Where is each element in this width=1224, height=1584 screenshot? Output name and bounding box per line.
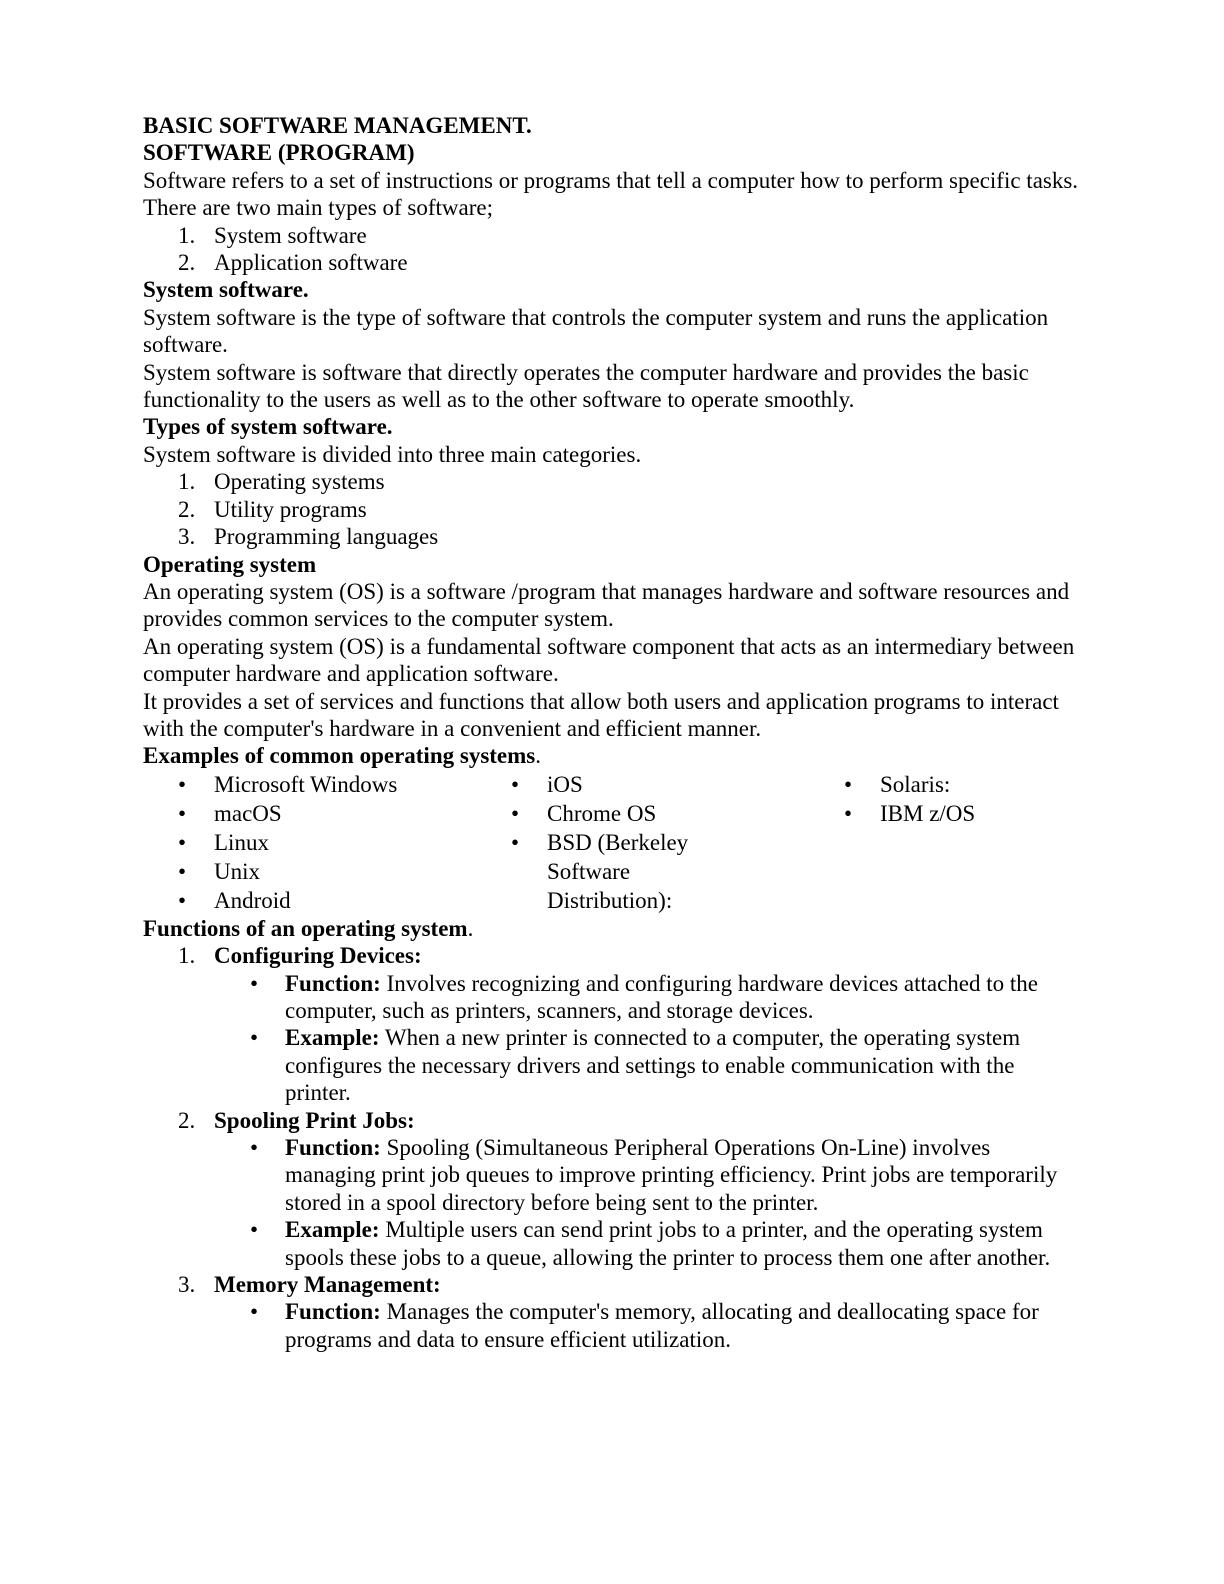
function-details <box>214 1298 1083 1353</box>
examples-column-2 <box>476 770 809 915</box>
list-item: • macOS <box>143 799 476 828</box>
system-paragraph-2: System software is software that directly operates the computer hardware and provides the basic functionality to the users as well as to the other software to operate smoothly. <box>143 359 1029 413</box>
list-item: • Unix <box>143 857 476 886</box>
document-page <box>143 112 1083 1353</box>
function-details <box>214 970 1083 1107</box>
system-paragraph-1: System software is the type of software that controls the computer system and runs the application software. <box>143 304 1049 358</box>
types-system-intro: System software is divided into three main categories. <box>143 441 642 467</box>
functions-heading: Functions of an operating system. <box>143 915 474 941</box>
list-item: 3. Programming languages <box>178 524 439 550</box>
list-item: • Example: When a new printer is connected to a computer, the operating system configures the necessary drivers and settings to enable communication with the printer. <box>214 1024 1083 1106</box>
list-item: • BSD (Berkeley Software Distribution): <box>476 828 697 915</box>
intro-paragraph: Software refers to a set of instructions or programs that tell a computer how to perform specific tasks. <box>143 167 1079 193</box>
system-software-heading: System software. <box>143 277 309 303</box>
list-item: 2. Utility programs <box>178 496 367 522</box>
list-item: • Linux <box>143 828 476 857</box>
list-item: • iOS <box>476 770 809 799</box>
list-item: • Function: Spooling (Simultaneous Peripheral Operations On-Line) involves managing print job queues to improve printing efficiency. Print jobs are temporarily stored in a spool directory before being sent to the printer. <box>214 1134 1083 1216</box>
list-item: • IBM z/OS <box>809 799 1079 828</box>
document-title: BASIC SOFTWARE MANAGEMENT. <box>143 113 532 138</box>
list-item: 2. Application software <box>178 250 408 276</box>
list-item: 3. Memory Management: • Function: Manages the computer's memory, allocating and deallocating space for programs and data to ensure efficient utilization. <box>143 1271 1083 1353</box>
list-item: 1. Configuring Devices: • Function: Involves recognizing and configuring hardware devices attached to the computer, such as printers, scanners, and storage devices. • Example: When a new printer is connected to a computer, the operating system configures the necessary drivers and settings to enable communication with the printer. <box>143 942 1083 1106</box>
examples-columns <box>143 770 1083 915</box>
list-item: • Function: Manages the computer's memory, allocating and deallocating space for programs and data to ensure efficient utilization. <box>214 1298 1083 1353</box>
list-item: • Chrome OS <box>476 799 809 828</box>
examples-column-1 <box>143 770 476 915</box>
document-subtitle: SOFTWARE (PROGRAM) <box>143 140 415 166</box>
functions-list <box>143 942 1083 1353</box>
list-item: • Microsoft Windows <box>143 770 476 799</box>
types-system-heading: Types of system software. <box>143 414 393 440</box>
list-item: • Solaris: <box>809 770 1079 799</box>
os-paragraph-3: It provides a set of services and functions that allow both users and application programs to interact with the computer's hardware in a convenient and efficient manner. <box>143 688 1059 741</box>
system-categories-list <box>143 468 1083 550</box>
list-item: 1. Operating systems <box>178 469 385 495</box>
list-item: 2. Spooling Print Jobs: • Function: Spooling (Simultaneous Peripheral Operations On-Line) involves managing print job queues to improve printing efficiency. Print jobs are temporarily stored in a spool directory before being sent to the printer. • Example: Multiple users can send print jobs to a printer, and the operating system spools these jobs to a queue, allowing the printer to process them one after another. <box>143 1107 1083 1271</box>
list-item: • Function: Involves recognizing and configuring hardware devices attached to the computer, such as printers, scanners, and storage devices. <box>214 970 1083 1025</box>
os-paragraph-1: An operating system (OS) is a software /program that manages hardware and software resources and provides common services to the computer system. <box>143 578 1070 632</box>
list-item: • Example: Multiple users can send print jobs to a printer, and the operating system spools these jobs to a queue, allowing the printer to process them one after another. <box>214 1216 1083 1271</box>
operating-system-heading: Operating system <box>143 551 317 577</box>
examples-heading: Examples of common operating systems. <box>143 743 541 769</box>
examples-column-3 <box>809 770 1079 915</box>
software-types-list <box>143 222 1083 277</box>
types-intro: There are two main types of software; <box>143 195 493 221</box>
list-item: 1. System software <box>178 222 367 248</box>
list-item: • Android <box>143 886 476 915</box>
os-paragraph-2: An operating system (OS) is a fundamental software component that acts as an intermediary between computer hardware and application software. <box>143 633 1075 687</box>
function-details <box>214 1134 1083 1271</box>
